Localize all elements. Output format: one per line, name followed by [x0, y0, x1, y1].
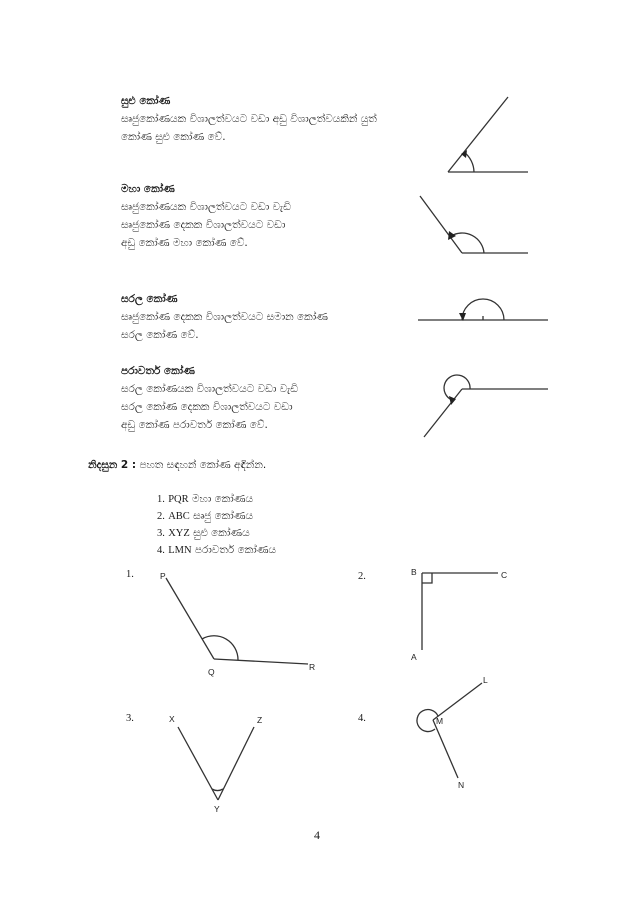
pqr-label-q: Q: [208, 667, 215, 677]
straight-angle-diagram: [418, 299, 548, 321]
xyz-label-z: Z: [257, 715, 263, 725]
straight-line-2: සරල කෝණ වේ.: [121, 329, 199, 341]
acute-slant-arm: [448, 97, 508, 172]
obtuse-title: මහා කෝණ: [121, 183, 175, 195]
acute-title: සුළු කෝණ: [121, 95, 171, 107]
obtuse-line-3: අඩු කෝණ මහා කෝණ වේ.: [121, 237, 248, 249]
reflex-line-1: සරල කෝණයක විශාලත්වයට වඩා වැඩි: [121, 383, 298, 395]
figure-1-number: 1.: [126, 569, 134, 580]
acute-line-2: කෝණ සුළු කෝණ වේ.: [121, 131, 226, 143]
pqr-arm-qp: [166, 578, 214, 659]
reflex-line-2: සරල කෝණ දෙකක විශාලත්වයට වඩා: [121, 401, 293, 413]
example-instruction: පහත සඳහන් කෝණ අඳින්න.: [139, 459, 267, 471]
figure-2-abc: [411, 567, 507, 662]
figure-3-number: 3.: [126, 713, 134, 724]
lmn-arm-ml: [433, 683, 482, 720]
reflex-title: පරාවර්ත කෝණ: [121, 365, 195, 377]
xyz-arm-yz: [218, 727, 254, 800]
pqr-label-p: P: [160, 571, 166, 581]
abc-label-b: B: [411, 567, 417, 577]
example-item-2: 2. ABC සෘජු කෝණය: [157, 510, 254, 522]
reflex-slant-arm: [424, 389, 462, 437]
example-item-1: 1. PQR මහා කෝණය: [157, 493, 254, 505]
abc-label-c: C: [501, 570, 508, 580]
figure-3-xyz: [169, 714, 262, 814]
figure-2-number: 2.: [358, 571, 366, 582]
acute-angle-diagram: [448, 97, 528, 172]
obtuse-line-2: සෘජුකෝණ දෙකක විශාලත්වයට වඩා: [121, 219, 286, 231]
acute-line-1: සෘජුකෝණයක විශාලත්වයට වඩා අඩු විශාලත්වයකින් යුත්: [121, 113, 377, 125]
pqr-label-r: R: [309, 662, 316, 672]
figure-4-lmn: [417, 675, 488, 790]
pqr-arm-qr: [214, 659, 308, 664]
xyz-arc: [212, 789, 223, 790]
page-number: 4: [314, 828, 320, 842]
obtuse-angle-diagram: [420, 196, 528, 253]
obtuse-slant-arm: [420, 196, 462, 253]
straight-title: සරල කෝණ: [121, 293, 178, 305]
lmn-label-n: N: [458, 780, 465, 790]
obtuse-line-1: සෘජුකෝණයක විශාලත්වයට වඩා වැඩි: [121, 201, 291, 213]
lmn-label-m: M: [436, 716, 444, 726]
reflex-line-3: අඩු කෝණ පරාවර්ත කෝණ වේ.: [121, 419, 268, 431]
xyz-label-y: Y: [214, 804, 220, 814]
lmn-arc: [417, 710, 438, 732]
reflex-angle-diagram: [424, 375, 548, 437]
xyz-label-x: X: [169, 714, 175, 724]
example-heading: නිදසුන 2 :: [88, 459, 137, 471]
example-item-3: 3. XYZ සුළු කෝණය: [157, 527, 250, 539]
abc-right-angle-mark: [422, 573, 432, 583]
straight-line-1: සෘජුකෝණ දෙකක විශාලත්වයට සමාන කෝණ: [121, 311, 328, 323]
abc-label-a: A: [411, 652, 417, 662]
lmn-label-l: L: [483, 675, 488, 685]
figure-4-number: 4.: [358, 713, 366, 724]
example-item-4: 4. LMN පරාවර්ත කෝණය: [157, 544, 277, 556]
figure-1-pqr: [160, 571, 315, 677]
lmn-arm-mn: [433, 720, 458, 778]
